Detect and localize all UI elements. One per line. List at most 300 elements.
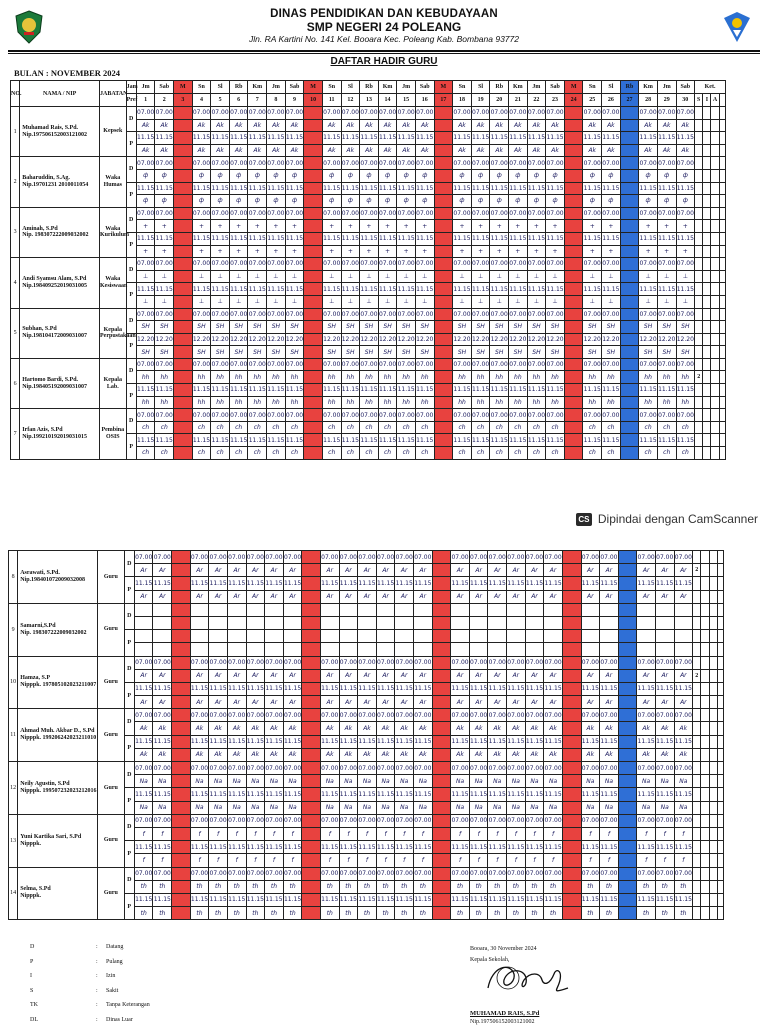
- attendance-cell: SH: [248, 346, 267, 359]
- attendance-cell: 11.15: [190, 893, 209, 906]
- teacher-name: Aminah, S.Pd: [22, 225, 58, 232]
- day-header: M: [434, 81, 453, 94]
- attendance-cell: [174, 396, 193, 409]
- attendance-cell: 11.15: [414, 735, 433, 748]
- attendance-cell: Na: [246, 801, 265, 814]
- attendance-cell: 07.00: [507, 709, 526, 722]
- attendance-cell: ф: [285, 195, 304, 208]
- attendance-cell: Ar: [674, 590, 693, 603]
- attendance-cell: f: [246, 827, 265, 840]
- attendance-cell: [562, 775, 581, 788]
- attendance-cell: ch: [527, 447, 546, 460]
- teacher-row: [9, 551, 724, 564]
- attendance-cell: 11.15: [676, 232, 695, 245]
- attendance-cell: ф: [322, 169, 341, 182]
- ket-cell: [717, 907, 723, 920]
- row-label-pulang: P: [126, 132, 136, 157]
- attendance-cell: hh: [471, 396, 490, 409]
- legend-colon: :: [96, 973, 98, 979]
- attendance-cell: SH: [415, 321, 434, 334]
- attendance-cell: ф: [657, 169, 676, 182]
- attendance-cell: Ak: [248, 119, 267, 132]
- attendance-cell: 07.00: [639, 308, 658, 321]
- attendance-cell: 07.00: [320, 551, 339, 564]
- attendance-cell: 07.00: [246, 814, 265, 827]
- attendance-cell: 11.15: [527, 384, 546, 397]
- attendance-cell: 11.15: [320, 577, 339, 590]
- attendance-cell: ф: [322, 195, 341, 208]
- attendance-cell: 11.15: [453, 132, 472, 145]
- attendance-cell: 11.15: [415, 182, 434, 195]
- attendance-cell: [302, 722, 321, 735]
- attendance-cell: [172, 907, 191, 920]
- attendance-cell: 11.15: [639, 434, 658, 447]
- attendance-cell: Ar: [339, 669, 358, 682]
- date-header: 29: [657, 94, 676, 107]
- attendance-cell: ф: [248, 195, 267, 208]
- attendance-cell: [304, 119, 323, 132]
- attendance-cell: 11.15: [265, 682, 284, 695]
- ket-cell: [693, 788, 701, 801]
- attendance-cell: f: [414, 827, 433, 840]
- attendance-cell: 07.00: [525, 551, 544, 564]
- day-header: Sn: [583, 81, 602, 94]
- attendance-cell: [655, 630, 674, 643]
- attendance-cell: th: [339, 880, 358, 893]
- ket-cell: [709, 827, 717, 840]
- attendance-cell: 07.00: [471, 207, 490, 220]
- attendance-cell: f: [488, 827, 507, 840]
- attendance-cell: 07.00: [676, 157, 695, 170]
- attendance-cell: Na: [637, 801, 656, 814]
- attendance-cell: [434, 346, 453, 359]
- attendance-cell: 11.15: [527, 283, 546, 296]
- attendance-cell: 11.15: [546, 132, 565, 145]
- attendance-cell: 11.15: [190, 577, 209, 590]
- attendance-cell: [304, 447, 323, 460]
- attendance-cell: f: [320, 854, 339, 867]
- attendance-cell: 11.15: [339, 577, 358, 590]
- attendance-cell: Ar: [153, 696, 172, 709]
- day-header: Jm: [527, 81, 546, 94]
- ket-cell: [711, 182, 719, 195]
- attendance-cell: [302, 735, 321, 748]
- attendance-cell: 11.15: [655, 682, 674, 695]
- attendance-cell: 11.15: [134, 893, 153, 906]
- attendance-cell: f: [469, 827, 488, 840]
- attendance-cell: f: [544, 827, 563, 840]
- attendance-cell: Ar: [283, 564, 302, 577]
- attendance-cell: 07.00: [544, 709, 563, 722]
- row-label-datang: D: [126, 107, 136, 132]
- attendance-cell: hh: [657, 371, 676, 384]
- ket-cell: [717, 551, 723, 564]
- attendance-cell: [618, 762, 637, 775]
- attendance-cell: Ak: [397, 119, 416, 132]
- ket-cell: [695, 346, 703, 359]
- attendance-cell: ⊥: [397, 295, 416, 308]
- ket-cell: [711, 207, 719, 220]
- attendance-cell: SH: [639, 321, 658, 334]
- attendance-cell: [488, 603, 507, 616]
- attendance-cell: 11.15: [376, 788, 395, 801]
- attendance-cell: [395, 616, 414, 629]
- attendance-cell: Ak: [546, 144, 565, 157]
- attendance-cell: ⊥: [248, 270, 267, 283]
- attendance-cell: 11.15: [581, 841, 600, 854]
- attendance-cell: 07.00: [546, 107, 565, 120]
- attendance-cell: 11.15: [358, 893, 377, 906]
- attendance-cell: Ak: [471, 119, 490, 132]
- attendance-cell: 07.00: [639, 358, 658, 371]
- legend-desc: Tanpa Keterangan: [106, 1002, 150, 1008]
- attendance-cell: 07.00: [229, 358, 248, 371]
- attendance-cell: ch: [657, 421, 676, 434]
- attendance-cell: Ar: [283, 696, 302, 709]
- ket-cell: [711, 409, 719, 422]
- attendance-cell: Ar: [246, 696, 265, 709]
- date-header: 23: [546, 94, 565, 107]
- attendance-cell: Ak: [395, 748, 414, 761]
- attendance-cell: SH: [471, 321, 490, 334]
- attendance-cell: ch: [192, 421, 211, 434]
- ket-cell: [693, 630, 701, 643]
- attendance-cell: 12.20: [378, 333, 397, 346]
- ket-cell: [719, 358, 725, 371]
- attendance-cell: 11.15: [227, 735, 246, 748]
- attendance-cell: ф: [136, 195, 155, 208]
- attendance-cell: Na: [153, 801, 172, 814]
- ket-cell: [701, 867, 709, 880]
- attendance-cell: ф: [211, 195, 230, 208]
- attendance-cell: 07.00: [655, 814, 674, 827]
- attendance-cell: 07.00: [246, 867, 265, 880]
- attendance-cell: Na: [525, 801, 544, 814]
- attendance-cell: 07.00: [583, 107, 602, 120]
- ket-cell: [709, 551, 717, 564]
- attendance-cell: 11.15: [637, 841, 656, 854]
- attendance-cell: +: [211, 220, 230, 233]
- attendance-cell: Ar: [358, 669, 377, 682]
- attendance-cell: 11.15: [637, 788, 656, 801]
- date-header: 12: [341, 94, 360, 107]
- date-header: 16: [415, 94, 434, 107]
- attendance-cell: ф: [415, 169, 434, 182]
- attendance-cell: 07.00: [415, 107, 434, 120]
- attendance-cell: [174, 384, 193, 397]
- attendance-cell: [174, 119, 193, 132]
- ket-cell: [701, 735, 709, 748]
- attendance-cell: [174, 258, 193, 271]
- attendance-cell: [172, 722, 191, 735]
- attendance-cell: [172, 643, 191, 656]
- attendance-cell: 07.00: [602, 258, 621, 271]
- ket-cell: [709, 854, 717, 867]
- attendance-cell: Na: [227, 775, 246, 788]
- attendance-cell: ф: [397, 195, 416, 208]
- attendance-cell: Ak: [192, 119, 211, 132]
- attendance-cell: SH: [490, 346, 509, 359]
- attendance-cell: Ar: [320, 590, 339, 603]
- ket-cell: [695, 270, 703, 283]
- teacher-number: 5: [11, 308, 20, 358]
- ket-cell: [709, 801, 717, 814]
- teacher-nip: Nip.198401072009032008: [20, 576, 86, 583]
- attendance-cell: Ak: [265, 748, 284, 761]
- attendance-cell: 07.00: [583, 308, 602, 321]
- document-title: DAFTAR HADIR GURU: [330, 56, 438, 67]
- attendance-cell: 07.00: [248, 258, 267, 271]
- attendance-cell: 11.15: [639, 182, 658, 195]
- attendance-cell: 07.00: [211, 107, 230, 120]
- attendance-cell: [358, 603, 377, 616]
- attendance-cell: 07.00: [209, 867, 228, 880]
- attendance-cell: [174, 283, 193, 296]
- ket-cell: [693, 775, 701, 788]
- attendance-cell: f: [376, 854, 395, 867]
- ket-cell: [703, 270, 711, 283]
- attendance-cell: 11.15: [209, 577, 228, 590]
- attendance-cell: ⊥: [676, 295, 695, 308]
- attendance-cell: 07.00: [341, 308, 360, 321]
- attendance-cell: [304, 169, 323, 182]
- attendance-cell: 07.00: [227, 762, 246, 775]
- attendance-cell: 07.00: [227, 709, 246, 722]
- attendance-cell: th: [265, 907, 284, 920]
- ket-cell: [711, 119, 719, 132]
- teacher-name: Selma, S.Pd: [20, 886, 51, 893]
- attendance-cell: 11.15: [190, 788, 209, 801]
- attendance-cell: [637, 616, 656, 629]
- legend-item: [30, 1013, 150, 1028]
- ket-cell: [717, 762, 723, 775]
- ket-cell: [711, 358, 719, 371]
- attendance-cell: [434, 434, 453, 447]
- attendance-cell: 11.15: [229, 434, 248, 447]
- attendance-cell: [172, 841, 191, 854]
- attendance-cell: 11.15: [581, 735, 600, 748]
- attendance-cell: [265, 616, 284, 629]
- col-header-pref: Pref: [126, 94, 136, 107]
- attendance-cell: [620, 321, 639, 334]
- attendance-cell: 07.00: [136, 409, 155, 422]
- attendance-cell: [434, 371, 453, 384]
- attendance-cell: 11.15: [471, 283, 490, 296]
- ket-cell: [719, 371, 725, 384]
- attendance-cell: [434, 195, 453, 208]
- attendance-cell: 11.15: [509, 434, 528, 447]
- attendance-cell: Ak: [600, 722, 619, 735]
- attendance-cell: 11.15: [320, 735, 339, 748]
- attendance-cell: hh: [155, 396, 174, 409]
- attendance-cell: hh: [397, 396, 416, 409]
- attendance-cell: [174, 409, 193, 422]
- attendance-cell: 11.15: [248, 232, 267, 245]
- attendance-cell: [246, 630, 265, 643]
- attendance-cell: Ar: [190, 564, 209, 577]
- attendance-cell: +: [453, 220, 472, 233]
- attendance-cell: Na: [190, 775, 209, 788]
- attendance-cell: ф: [657, 195, 676, 208]
- ket-cell: [711, 107, 719, 120]
- attendance-cell: [618, 880, 637, 893]
- attendance-cell: [339, 603, 358, 616]
- attendance-cell: [172, 656, 191, 669]
- attendance-cell: 07.00: [527, 157, 546, 170]
- attendance-cell: Ar: [600, 564, 619, 577]
- attendance-cell: 11.15: [415, 283, 434, 296]
- attendance-cell: 12.20: [341, 333, 360, 346]
- ket-cell: [695, 195, 703, 208]
- attendance-cell: 11.15: [600, 788, 619, 801]
- ket-cell: [695, 119, 703, 132]
- attendance-cell: 07.00: [546, 308, 565, 321]
- teacher-name: Yuni Kartika Sari, S.Pd: [20, 833, 82, 840]
- attendance-cell: [320, 630, 339, 643]
- date-header: 26: [602, 94, 621, 107]
- attendance-cell: [434, 182, 453, 195]
- ket-cell: [695, 182, 703, 195]
- attendance-cell: 07.00: [283, 867, 302, 880]
- attendance-cell: 07.00: [341, 207, 360, 220]
- attendance-cell: Na: [544, 775, 563, 788]
- teacher-row: [9, 656, 724, 669]
- attendance-cell: +: [285, 245, 304, 258]
- attendance-cell: ф: [583, 169, 602, 182]
- ket-cell: [717, 788, 723, 801]
- attendance-cell: 07.00: [209, 551, 228, 564]
- agency-name: DINAS PENDIDIKAN DAN KEBUDAYAAN: [270, 8, 498, 20]
- attendance-cell: 07.00: [637, 656, 656, 669]
- ket-cell: [703, 182, 711, 195]
- ket-cell: [719, 295, 725, 308]
- date-header: 7: [248, 94, 267, 107]
- attendance-cell: f: [376, 827, 395, 840]
- attendance-cell: Ar: [507, 590, 526, 603]
- attendance-cell: ⊥: [527, 270, 546, 283]
- attendance-cell: 11.15: [657, 182, 676, 195]
- legend-colon: :: [96, 987, 98, 994]
- attendance-cell: +: [657, 245, 676, 258]
- attendance-cell: 07.00: [453, 358, 472, 371]
- attendance-cell: ф: [509, 169, 528, 182]
- attendance-cell: 11.15: [358, 841, 377, 854]
- attendance-cell: Na: [395, 801, 414, 814]
- attendance-cell: th: [637, 880, 656, 893]
- attendance-cell: 07.00: [600, 551, 619, 564]
- attendance-cell: ф: [415, 195, 434, 208]
- attendance-cell: Na: [153, 775, 172, 788]
- day-header: Sab: [155, 81, 174, 94]
- attendance-cell: 11.15: [507, 682, 526, 695]
- attendance-cell: Ar: [469, 696, 488, 709]
- attendance-cell: 07.00: [655, 709, 674, 722]
- ket-cell: [709, 577, 717, 590]
- attendance-cell: hh: [248, 371, 267, 384]
- attendance-cell: 12.20: [397, 333, 416, 346]
- attendance-cell: th: [395, 907, 414, 920]
- attendance-cell: 11.15: [507, 577, 526, 590]
- attendance-cell: 11.15: [525, 788, 544, 801]
- ket-cell: [695, 333, 703, 346]
- attendance-cell: 07.00: [544, 762, 563, 775]
- attendance-cell: [618, 748, 637, 761]
- ket-cell: [701, 656, 709, 669]
- attendance-cell: 07.00: [655, 551, 674, 564]
- attendance-cell: ⊥: [322, 270, 341, 283]
- ket-cell: [703, 283, 711, 296]
- attendance-cell: 11.15: [341, 132, 360, 145]
- attendance-cell: ch: [136, 447, 155, 460]
- attendance-cell: 11.15: [283, 788, 302, 801]
- attendance-cell: [174, 270, 193, 283]
- attendance-cell: [227, 630, 246, 643]
- teacher-name: Asrawati, S.Pd.: [20, 569, 60, 576]
- attendance-cell: 11.15: [190, 841, 209, 854]
- attendance-cell: 11.15: [509, 232, 528, 245]
- attendance-cell: [637, 630, 656, 643]
- attendance-cell: 11.15: [227, 577, 246, 590]
- attendance-cell: hh: [211, 396, 230, 409]
- attendance-cell: th: [320, 907, 339, 920]
- attendance-cell: [488, 616, 507, 629]
- attendance-cell: [469, 643, 488, 656]
- attendance-cell: 07.00: [602, 308, 621, 321]
- attendance-cell: 07.00: [581, 551, 600, 564]
- attendance-cell: [174, 308, 193, 321]
- attendance-cell: 12.20: [546, 333, 565, 346]
- attendance-cell: 07.00: [320, 656, 339, 669]
- ket-cell: [719, 384, 725, 397]
- ket-cell: [709, 709, 717, 722]
- attendance-cell: [174, 333, 193, 346]
- attendance-cell: 07.00: [488, 814, 507, 827]
- attendance-cell: [414, 643, 433, 656]
- attendance-cell: [581, 643, 600, 656]
- ket-cell: 2: [695, 371, 703, 384]
- attendance-cell: +: [490, 220, 509, 233]
- attendance-cell: 07.00: [600, 656, 619, 669]
- attendance-cell: Ar: [488, 564, 507, 577]
- row-label-pulang: P: [126, 333, 136, 358]
- attendance-cell: [618, 630, 637, 643]
- attendance-cell: 07.00: [583, 207, 602, 220]
- ket-cell: [709, 696, 717, 709]
- attendance-cell: [304, 220, 323, 233]
- attendance-cell: 11.15: [600, 893, 619, 906]
- attendance-cell: +: [639, 245, 658, 258]
- attendance-cell: [339, 630, 358, 643]
- attendance-cell: SH: [155, 321, 174, 334]
- attendance-cell: SH: [192, 346, 211, 359]
- attendance-cell: Na: [600, 801, 619, 814]
- ket-cell: [717, 801, 723, 814]
- attendance-cell: f: [581, 827, 600, 840]
- attendance-cell: [432, 854, 451, 867]
- teacher-number: 4: [11, 258, 20, 308]
- month-label: BULAN : NOVEMBER 2024: [14, 68, 121, 78]
- ket-cell: [703, 169, 711, 182]
- attendance-cell: Ar: [488, 669, 507, 682]
- attendance-cell: ch: [490, 421, 509, 434]
- attendance-cell: Ak: [378, 144, 397, 157]
- attendance-cell: th: [469, 907, 488, 920]
- attendance-cell: 11.15: [341, 232, 360, 245]
- attendance-cell: +: [676, 220, 695, 233]
- attendance-cell: 07.00: [378, 409, 397, 422]
- attendance-cell: 11.15: [229, 232, 248, 245]
- attendance-cell: [562, 880, 581, 893]
